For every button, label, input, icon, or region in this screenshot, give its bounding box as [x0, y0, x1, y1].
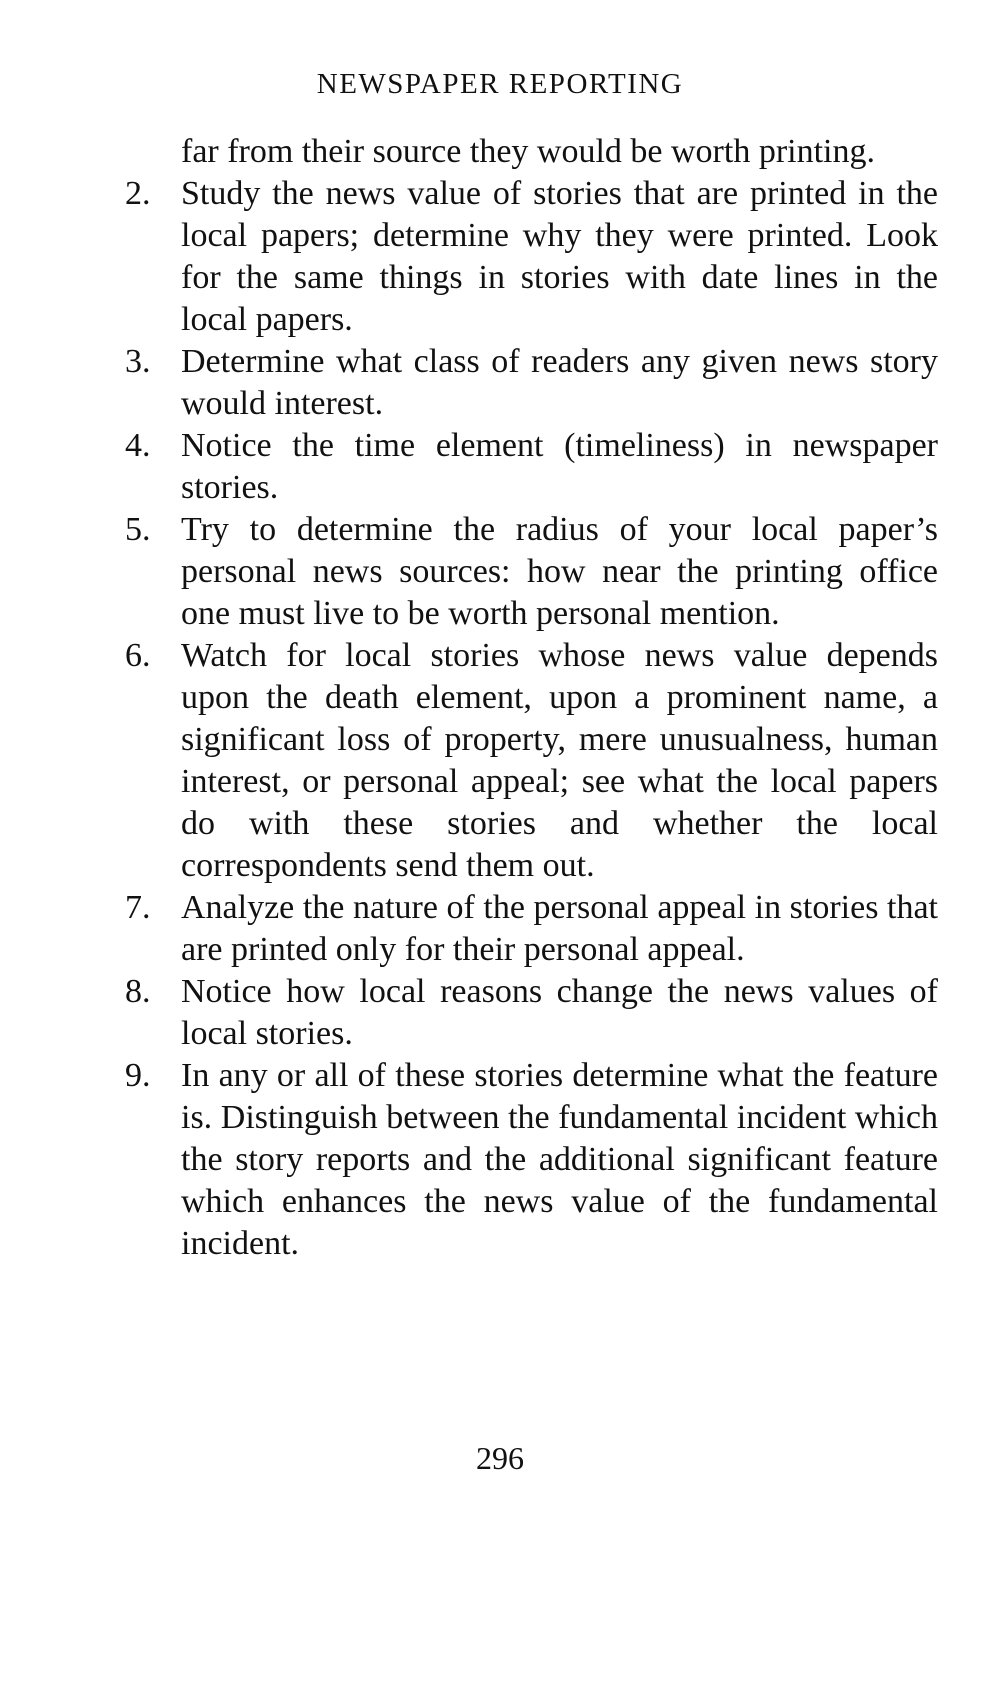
- item-number: 8.: [125, 973, 151, 1010]
- running-head: NEWSPAPER REPORTING: [316, 68, 684, 100]
- list-item: [125, 425, 938, 509]
- item-number: 3.: [125, 343, 151, 380]
- list-item: [125, 341, 938, 425]
- item-text: Study the news value of stories that are printed in the local papers; determine why they were printed. Look for the same things in stories with date lines in the local papers.: [181, 175, 938, 338]
- item-text: Analyze the nature of the personal appeal in stories that are printed only for their personal appeal.: [181, 889, 938, 968]
- list-item: [125, 173, 938, 341]
- continued-item-text: far from their source they would be worth printing.: [181, 133, 875, 170]
- item-text: Determine what class of readers any given news story would interest.: [181, 343, 938, 422]
- list-item: [125, 887, 938, 971]
- item-number: 4.: [125, 427, 151, 464]
- list-item: [125, 971, 938, 1055]
- item-text: In any or all of these stories determine what the feature is. Distinguish between the fundamental incident which the story reports and the additional significant feature which enhances the news value of the fundamental incident.: [181, 1057, 938, 1262]
- item-number: 7.: [125, 889, 151, 926]
- list-item: [125, 509, 938, 635]
- list-item: [125, 635, 938, 887]
- item-text: Watch for local stories whose news value depends upon the death element, upon a prominent name, a significant loss of property, mere unusualness, human interest, or personal appeal; see what the local papers do with these stories and whether the local correspondents send them out.: [181, 637, 938, 884]
- item-number: 2.: [125, 175, 151, 212]
- list-item: [125, 1055, 938, 1265]
- item-text: Notice how local reasons change the news values of local stories.: [181, 973, 938, 1052]
- item-number: 9.: [125, 1057, 151, 1094]
- exercise-list: [125, 131, 938, 1265]
- item-number: 5.: [125, 511, 151, 548]
- item-number: 6.: [125, 637, 151, 674]
- item-text: Try to determine the radius of your local paper’s personal news sources: how near the printing office one must live to be worth personal mention.: [181, 511, 938, 632]
- page-number: 296: [476, 1440, 524, 1476]
- item-text: Notice the time element (timeliness) in newspaper stories.: [181, 427, 938, 506]
